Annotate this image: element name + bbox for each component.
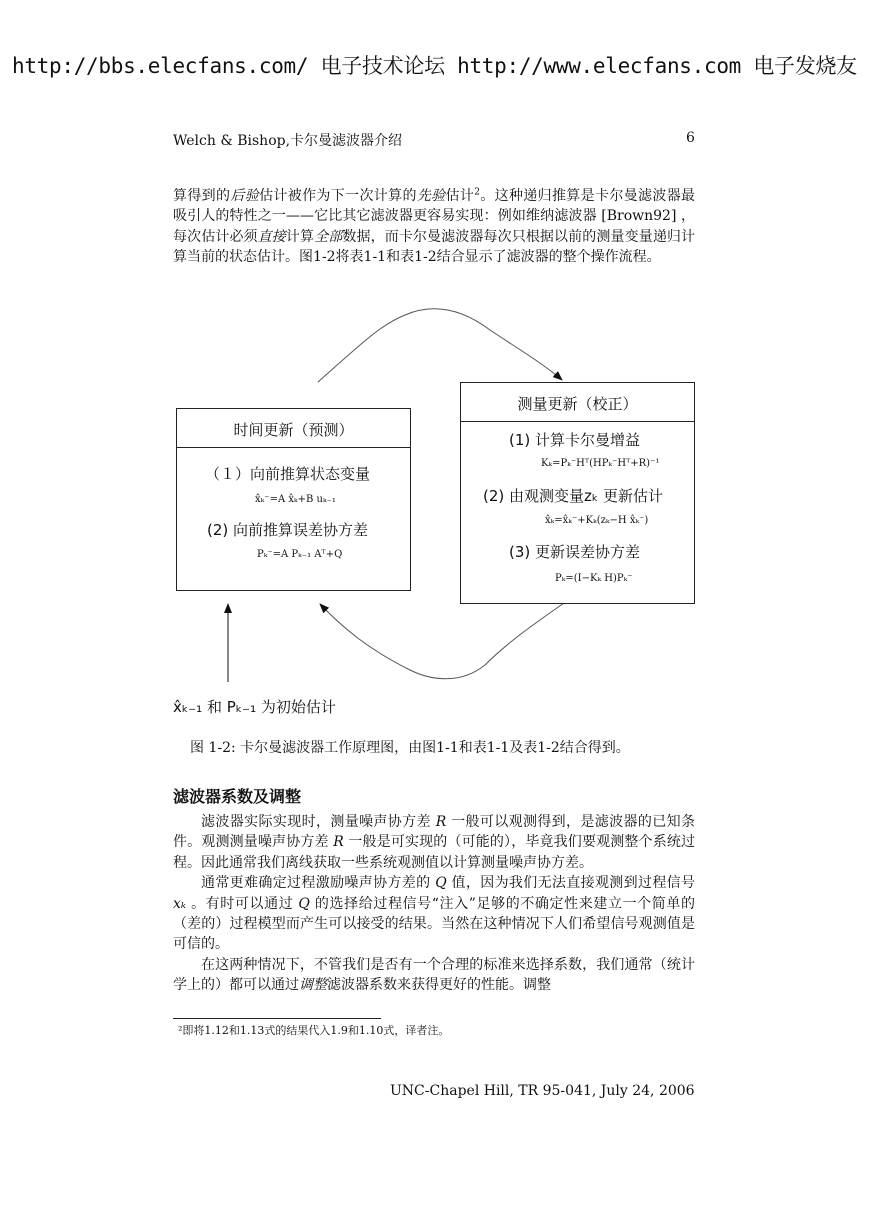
measurement-update-box — [460, 382, 695, 604]
measurement-step-2: (2) 由观测变量zₖ 更新估计 — [483, 487, 664, 505]
body-paragraph-2: 通常更难确定过程激励噪声协方差的 Q 值，因为我们无法直接观测到过程信号 xₖ 。有时可以通过 Q 的选择给过程信号“注入”足够的不确定性来建立一个简单的（差的）过程模型而产生可以接受的结果。当然在这种情况下人们希望信号观测值是可信的。 — [173, 875, 696, 953]
footnote: ²即将1.12和1.13式的结果代入1.9和1.10式，译者注。 — [178, 1024, 450, 1037]
measurement-update-title: 测量更新（校正） — [517, 395, 638, 413]
measurement-step-1: (1) 计算卡尔曼增益 — [509, 431, 641, 449]
body-paragraph-3: 在这两种情况下，不管我们是否有一个合理的标准来选择系数，我们通常（统计学上的）都可以通过调整滤波器系数来获得更好的性能。调整 — [173, 956, 695, 994]
measurement-formula-3: Pₖ=(I−Kₖ H)Pₖ⁻ — [555, 573, 633, 584]
body-text — [173, 812, 695, 996]
time-formula-1: x̂ₖ⁻=A x̂ₖ+B uₖ₋₁ — [255, 494, 336, 505]
page-number: 6 — [686, 130, 695, 146]
body-paragraph-1: 滤波器实际实现时，测量噪声协方差 R 一般可以观测得到，是滤波器的已知条件。观测测量噪声协方差 R 一般是可实现的（可能的），毕竟我们要观测整个系统过程。因此通常我们离线获取一些系统观测值以计算测量噪声协方差。 — [173, 814, 696, 871]
intro-paragraph: 算得到的后验估计被作为下一次计算的先验估计$^2$。这种递归推算是卡尔曼滤波器最吸引人的特性之一——它比其它滤波器更容易实现：例如维纳滤波器 [Brown92] ，每次估计必须直接计算全部数据，而卡尔曼滤波器每次只根据以前的测量变量递归计算当前的状态估计。图1-2将表1-1和表1-2结合显示了滤波器的整个操作流程。 — [173, 187, 696, 266]
time-formula-2: Pₖ⁻=A Pₖ₋₁ Aᵀ+Q — [257, 549, 343, 560]
arrow-time-to-measurement — [318, 309, 562, 382]
initial-estimate-label: x̂ₖ₋₁ 和 Pₖ₋₁ 为初始估计 — [173, 698, 336, 716]
time-update-title: 时间更新（预测） — [233, 421, 354, 439]
section-title: 滤波器系数及调整 — [173, 787, 302, 806]
measurement-formula-1: Kₖ=Pₖ⁻Hᵀ(HPₖ⁻Hᵀ+R)⁻¹ — [541, 458, 660, 469]
time-update-box — [176, 408, 411, 591]
running-head: Welch & Bishop,卡尔曼滤波器介绍 — [173, 133, 403, 149]
arrow-measurement-to-time — [320, 603, 564, 679]
footnote-marker[interactable]: 2 — [474, 187, 480, 198]
measurement-formula-2: x̂ₖ=x̂ₖ⁻+Kₖ(zₖ−H x̂ₖ⁻) — [545, 515, 649, 526]
measurement-step-3: (3) 更新误差协方差 — [509, 543, 641, 561]
time-step-1: （１）向前推算状态变量 — [205, 465, 371, 483]
page-footer: UNC-Chapel Hill, TR 95-041, July 24, 2006 — [390, 1083, 695, 1099]
site-banner: http://bbs.elecfans.com/ 电子技术论坛 http://www.elecfans.com 电子发烧友 — [12, 54, 857, 78]
figure-caption: 图 1-2: 卡尔曼滤波器工作原理图，由图1-1和表1-1及表1-2结合得到。 — [190, 740, 630, 756]
time-step-2: (2) 向前推算误差协方差 — [207, 521, 369, 539]
footnote-rule — [173, 1018, 381, 1019]
